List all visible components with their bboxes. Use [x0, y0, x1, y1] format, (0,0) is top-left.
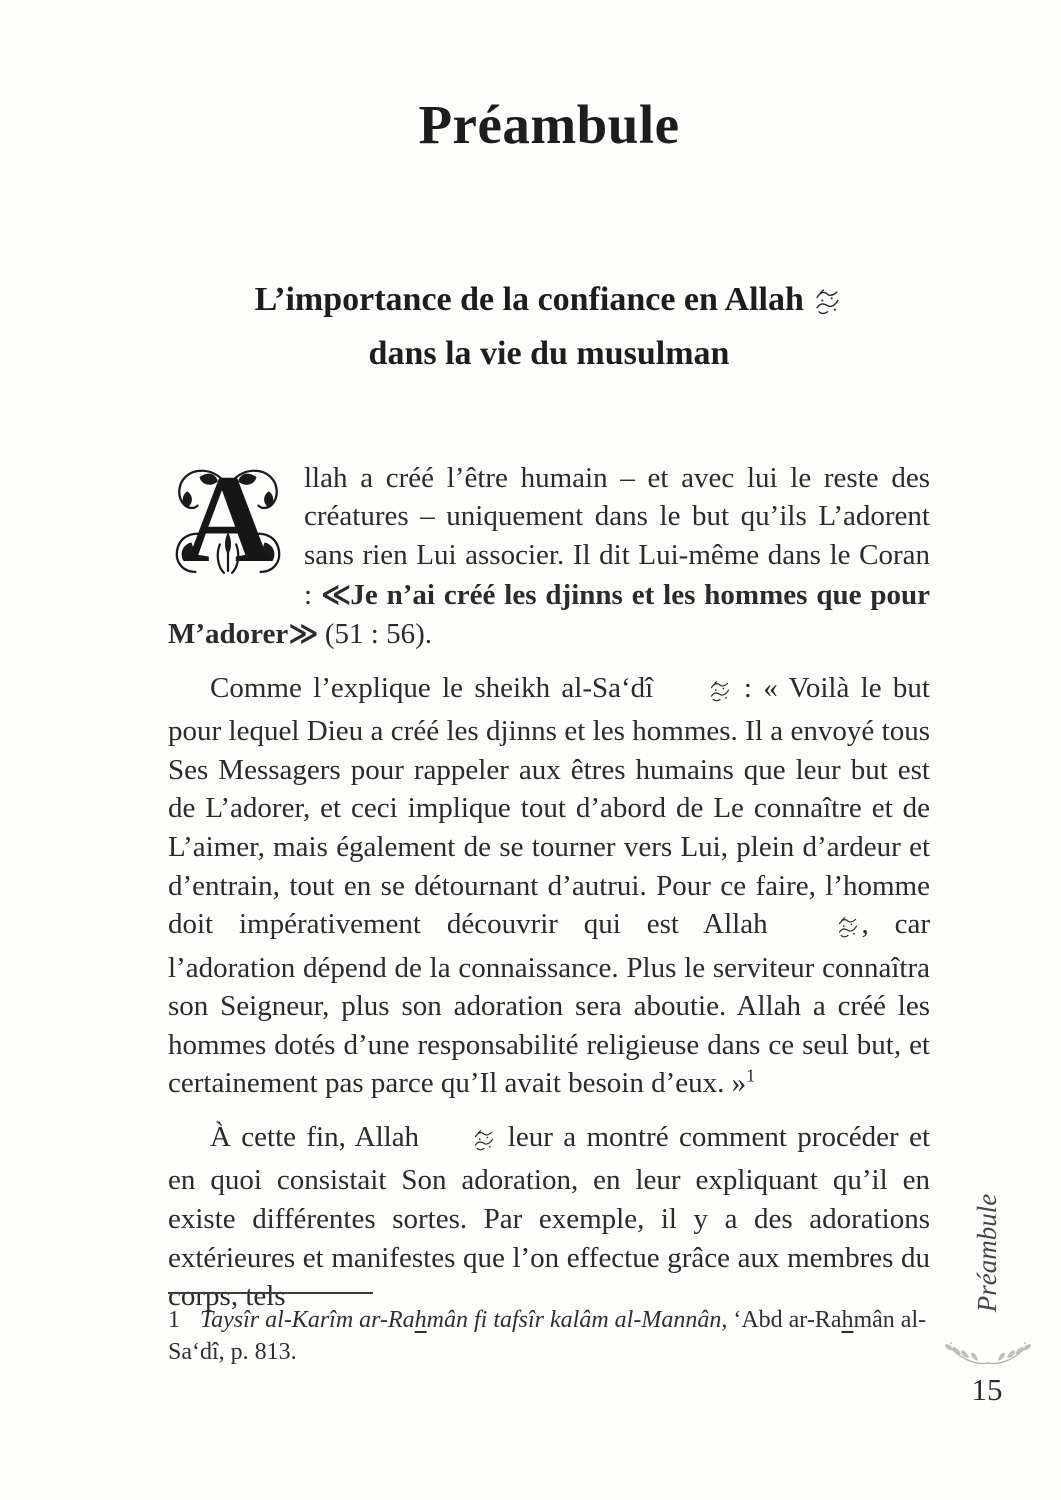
drop-cap [168, 450, 288, 590]
footnote-text [168, 1304, 930, 1369]
honorific-azza-wa-jall-icon [795, 910, 859, 949]
text-segment: leur a montré comment procéder et en quoi consistait Son adoration, en leur expliquant qu’il en existe différentes sortes. Par exemple, il y a des adorations extérieures et manifestes que l’on effectue grâce aux membres du corps, tels [168, 1120, 931, 1313]
honorific-subhanahu-wa-taala-icon [814, 281, 841, 330]
subtitle-line2: dans la vie du musulman [368, 334, 730, 372]
honorific-subhanahu-wa-taala-icon [431, 1123, 495, 1162]
text-segment: , car l’adoration dépend de la connaissance. Plus le serviteur connaîtra son Seigneur, plus son adoration sera aboutie. Allah a créé les hommes dotés d’une responsabilité religieuse dans ce seul but, et certainement pas parce qu’Il avait besoin d’eux. » [168, 908, 930, 1100]
footnote [168, 1292, 930, 1369]
quran-verse: Je n’ai créé les djinns et les hommes que pour M’adorer [168, 578, 930, 651]
book-title: mân fi tafsîr kalâm al-Mannân [426, 1307, 722, 1333]
footnote-number: 1 [168, 1307, 180, 1333]
text-segment: , ‘Abd ar-Ra [721, 1307, 842, 1333]
subtitle-line1: L’importance de la confiance en Allah [254, 281, 804, 318]
book-title: Taysîr al-Karîm ar-Ra [200, 1307, 415, 1333]
text-column [168, 0, 930, 1331]
chapter-title: Préambule [418, 94, 680, 155]
body-text [168, 450, 931, 1316]
page-number: 15 [971, 1372, 1003, 1407]
verse-bracket-close: ≫ [288, 616, 318, 651]
paragraph [168, 669, 930, 1103]
text-segment: Comme l’explique le sheikh al-Sa‘dî [210, 671, 665, 704]
honorific-rahimahullah-icon [667, 674, 731, 713]
text-segment: (51 : 56). [317, 618, 432, 651]
paragraph [168, 450, 930, 654]
footnote-marker: 1 [746, 1065, 756, 1086]
text-segment: À cette fin, Allah [210, 1120, 430, 1153]
text-segment: mân al-Sa‘dî, p. 813. [168, 1307, 927, 1366]
paragraph [168, 1118, 930, 1316]
margin-chapter-label: Préambule [972, 1193, 1002, 1313]
text-segment: : « Voilà le but pour lequel Dieu a créé les djinns et les hommes. Il a envoyé tous Ses Messagers pour rappeler aux êtres humains que leur but est de L’adorer, et ceci implique tout d’abord de Le connaître et de L’aimer, mais également de se tourner vers Lui, plein d’ardeur et d’entrain, tout en se détournant d’autrui. Pour ce faire, l’homme doit impérativement découvrir qui est Allah [168, 671, 930, 941]
drop-cap-letter: A [182, 450, 274, 590]
book-title: h [414, 1307, 427, 1333]
footnote-rule [168, 1292, 373, 1294]
verse-bracket-open: ≪ [320, 576, 351, 611]
section-subtitle [168, 276, 930, 379]
laurel-flourish-icon [944, 1340, 1032, 1370]
text-segment: llah a créé l’être humain – et avec lui le reste des créatures – uniquement dans le but qu’ils L’adorent sans rien Lui associer. Il dit Lui-même dans le Coran : [304, 461, 930, 611]
text-segment: h [841, 1307, 854, 1333]
